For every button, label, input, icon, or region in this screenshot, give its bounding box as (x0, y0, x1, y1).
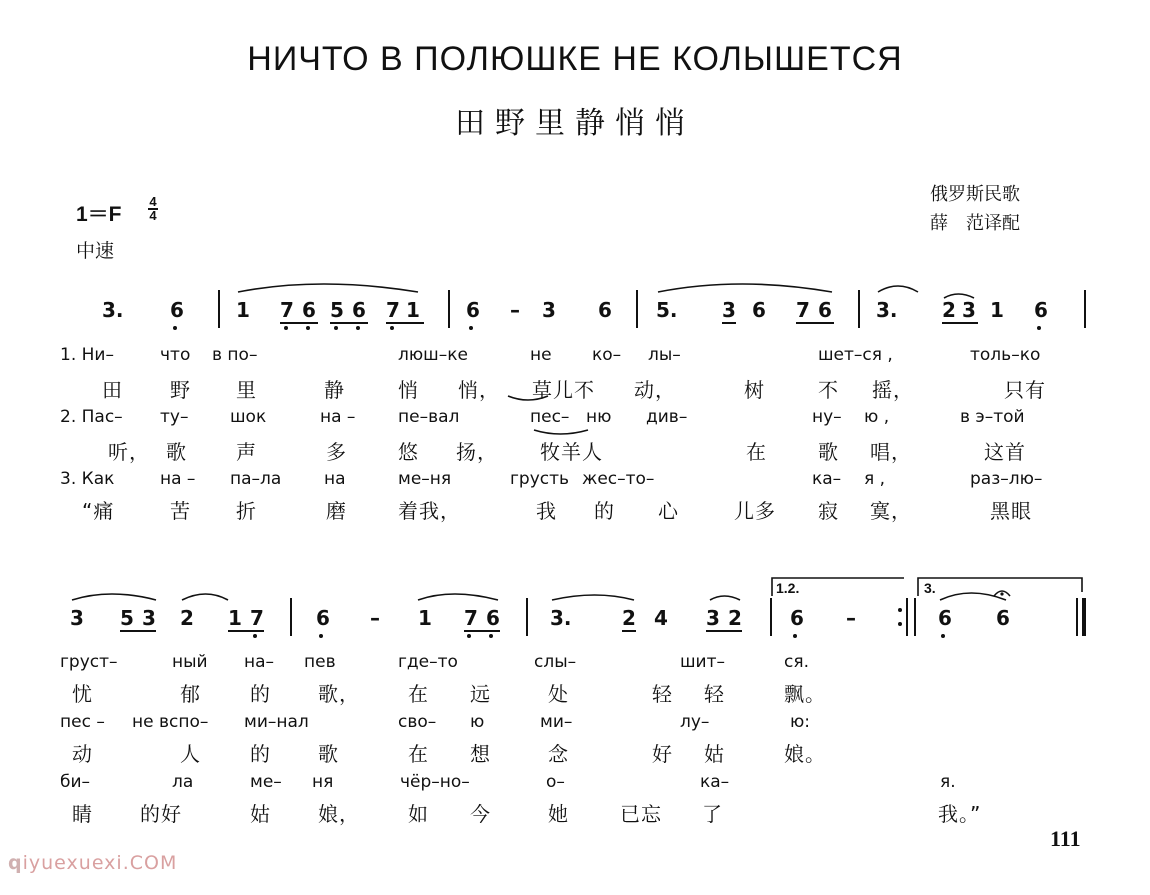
time-signature-top: 4 (149, 194, 157, 209)
note: 7 (280, 298, 294, 322)
lyric: ю , (864, 407, 890, 427)
volta-label: 3. (924, 580, 936, 596)
lyric: шет–ся , (818, 345, 893, 365)
lyric-zh: 摇， (872, 378, 914, 402)
lyric: ну– (812, 407, 842, 427)
fermata-dot (1000, 592, 1003, 595)
lyric: 1. Ни– (60, 345, 114, 365)
note: 6 (170, 298, 184, 322)
lyric: люш–ке (398, 345, 468, 365)
lyric: ми– (540, 712, 573, 732)
lyric-zh: 念 (548, 742, 569, 766)
note: 3. (876, 298, 898, 322)
lyric-zh: 儿多 (734, 499, 776, 523)
slur (238, 284, 418, 292)
slur (418, 594, 498, 600)
lyric: в э–той (960, 407, 1025, 427)
lyric-zh: 寞， (870, 499, 912, 523)
lyric: шит– (680, 652, 726, 672)
lyric: пес – (60, 712, 105, 732)
lyric: где–то (398, 652, 458, 672)
lyric: пев (304, 652, 336, 672)
note: 1 (418, 606, 432, 630)
lyric-zh: 草儿不 (532, 378, 595, 402)
lyric-zh: 的 (250, 682, 271, 706)
note: 3 (962, 298, 976, 322)
note: 6 (598, 298, 612, 322)
lyric-zh: 着我， (398, 499, 461, 523)
lyric: ка– (700, 772, 730, 792)
lyric: 3. Как (60, 469, 115, 489)
lyric-zh: 牧羊人 (540, 440, 603, 464)
lyric: ми–нал (244, 712, 309, 732)
lyric-zh: 想 (470, 742, 491, 766)
lyric: сво– (398, 712, 437, 732)
note: 1 (406, 298, 420, 322)
slur (710, 596, 740, 600)
note: 3 (542, 298, 556, 322)
watermark-q: q (8, 852, 23, 874)
lyric-zh: 声 (236, 440, 257, 464)
note: – (370, 606, 380, 630)
lyric-zh: 田 (102, 378, 123, 402)
lyric-zh: 飘。 (784, 682, 826, 706)
lyric-zh: 歌 (818, 440, 839, 464)
lyric-zh: 了 (702, 802, 723, 826)
lyric-zh: 野 (170, 378, 191, 402)
lyric: о– (546, 772, 565, 792)
lyric: ня (312, 772, 334, 792)
slur (944, 294, 974, 298)
lyric: раз–лю– (970, 469, 1043, 489)
lyric-zh: 我。” (938, 802, 982, 826)
lyric-slur (534, 430, 588, 434)
lyric-zh: 苦 (170, 499, 191, 523)
lyric-zh: 歌 (318, 742, 339, 766)
slur (552, 595, 634, 600)
note: 3 (142, 606, 156, 630)
lyric-zh: 听， (108, 440, 150, 464)
lyric-zh: 这首 (984, 440, 1026, 464)
lyric-zh: 娘， (318, 802, 360, 826)
lyric-zh: 处 (548, 682, 569, 706)
lyric: в по– (212, 345, 258, 365)
lyric: ю: (790, 712, 811, 732)
lyric-zh: 如 (408, 802, 429, 826)
lyric-slur (508, 396, 548, 400)
time-signature-bottom: 4 (149, 208, 157, 223)
lyric-zh: 在 (746, 440, 767, 464)
lyric-zh: 歌， (318, 682, 360, 706)
note: 6 (302, 298, 316, 322)
lyric-zh: 黑眼 (990, 499, 1032, 523)
note: 6 (790, 606, 804, 630)
lyric-zh: 郁 (180, 682, 201, 706)
lyric-zh: 唱， (870, 440, 912, 464)
note: 6 (352, 298, 366, 322)
lyric-zh: 只有 (1004, 378, 1046, 402)
lyric-zh: 动， (634, 378, 676, 402)
lyric-zh: 睛 (72, 802, 93, 826)
lyric: на – (160, 469, 196, 489)
note: 1 (990, 298, 1004, 322)
note: 3 (722, 298, 736, 322)
lyric-zh: 好 (652, 742, 673, 766)
lyric-zh: 在 (408, 682, 429, 706)
lyric: ме–ня (398, 469, 452, 489)
note: 7 (796, 298, 810, 322)
lyric: пес– (530, 407, 570, 427)
lyric-zh: 树 (744, 378, 765, 402)
lyric: ту– (160, 407, 189, 427)
lyric-zh: 今 (470, 802, 491, 826)
lyric-zh: 心 (658, 499, 679, 523)
lyric: что (160, 345, 191, 365)
note: 6 (316, 606, 330, 630)
volta-label: 1.2. (776, 580, 800, 596)
lyric: я. (940, 772, 956, 792)
volta-bracket (918, 578, 1082, 596)
lyric-zh: 的 (594, 499, 615, 523)
note: 6 (996, 606, 1010, 630)
lyric-zh: 远 (470, 682, 491, 706)
lyric-zh: 忧 (72, 682, 93, 706)
lyric-zh: 姑 (704, 742, 725, 766)
lyric-zh: 在 (408, 742, 429, 766)
lyric: на – (320, 407, 356, 427)
note: 4 (654, 606, 668, 630)
page-title-ru: НИЧТО В ПОЛЮШКЕ НЕ КОЛЫШЕТСЯ (247, 40, 903, 78)
note: 1 (236, 298, 250, 322)
volta-bracket (772, 578, 904, 596)
note: 6 (466, 298, 480, 322)
note: 7 (386, 298, 400, 322)
note: 3 (70, 606, 84, 630)
lyric-zh: 悄， (458, 378, 500, 402)
tempo-marking: 中速 (76, 240, 115, 262)
lyric: ка– (812, 469, 842, 489)
note: 2 (728, 606, 742, 630)
lyric-zh: 已忘 (620, 802, 662, 826)
slur (878, 286, 918, 292)
lyric: слы– (534, 652, 577, 672)
note: 3. (550, 606, 572, 630)
lyric: пе–вал (398, 407, 460, 427)
lyric: ся. (784, 652, 809, 672)
lyric-zh: 不 (818, 378, 839, 402)
lyric-zh: 的 (250, 742, 271, 766)
lyric-zh: 多 (326, 440, 347, 464)
note: 3 (706, 606, 720, 630)
lyric-zh: 歌 (166, 440, 187, 464)
watermark-text: iyuexuexi.COM (22, 852, 178, 874)
lyric: див– (646, 407, 688, 427)
lyric-zh: 娘。 (784, 742, 826, 766)
lyric-zh: 扬， (456, 440, 498, 464)
credit-translator: 薛 范译配 (930, 213, 1020, 234)
lyric: па–ла (230, 469, 282, 489)
lyric-zh: 里 (236, 378, 257, 402)
lyric: груст– (60, 652, 118, 672)
lyric: ный (172, 652, 208, 672)
note: 7 (464, 606, 478, 630)
note: 6 (486, 606, 500, 630)
note: – (846, 606, 856, 630)
note: 7 (250, 606, 264, 630)
lyric-zh: 姑 (250, 802, 271, 826)
lyric: не (530, 345, 552, 365)
slur (182, 594, 228, 600)
note: 5 (330, 298, 344, 322)
lyric-zh: 静 (324, 378, 345, 402)
lyric-zh: 她 (548, 802, 569, 826)
lyric-zh: 的好 (140, 802, 182, 826)
note: 6 (818, 298, 832, 322)
lyric-zh: 寂 (818, 499, 839, 523)
lyric: на– (244, 652, 275, 672)
page-number: 111 (1050, 826, 1081, 851)
lyric: ню (586, 407, 612, 427)
lyric: ко– (592, 345, 622, 365)
lyric: я , (864, 469, 886, 489)
lyric-zh: 悠 (398, 440, 419, 464)
lyric-zh: 折 (236, 499, 257, 523)
lyric: 2. Пас– (60, 407, 123, 427)
lyric: толь–ко (970, 345, 1041, 365)
slur (658, 284, 832, 292)
note: 6 (1034, 298, 1048, 322)
lyric-zh: 悄 (398, 378, 419, 402)
note: 5. (656, 298, 678, 322)
lyric-zh: 动 (72, 742, 93, 766)
note: 3. (102, 298, 124, 322)
key-signature: 1＝F (76, 203, 122, 226)
credit-origin: 俄罗斯民歌 (930, 184, 1020, 205)
note: 6 (752, 298, 766, 322)
note: 6 (938, 606, 952, 630)
lyric-zh: 磨 (326, 499, 347, 523)
lyric-zh: 我 (536, 499, 557, 523)
lyric: ла (172, 772, 194, 792)
note: 2 (180, 606, 194, 630)
lyric-zh: 人 (180, 742, 201, 766)
lyric: жес–то– (582, 469, 655, 489)
watermark (8, 852, 177, 874)
lyric: лу– (680, 712, 710, 732)
lyric: на (324, 469, 346, 489)
lyric: не вспо– (132, 712, 209, 732)
lyric-zh: 轻 (652, 682, 673, 706)
note: 2 (942, 298, 956, 322)
page-title-zh: 田野里静悄悄 (455, 106, 695, 141)
lyric: ю (470, 712, 485, 732)
note: 2 (622, 606, 636, 630)
note: – (510, 298, 520, 322)
lyric-zh: 轻 (704, 682, 725, 706)
slur (72, 594, 156, 600)
lyric: грусть (510, 469, 570, 489)
lyric-zh: “痛 (82, 499, 115, 523)
note: 5 (120, 606, 134, 630)
lyric: шок (230, 407, 267, 427)
lyric: би– (60, 772, 91, 792)
lyric: лы– (648, 345, 681, 365)
lyric: ме– (250, 772, 282, 792)
note: 1 (228, 606, 242, 630)
lyric: чёр–но– (400, 772, 470, 792)
